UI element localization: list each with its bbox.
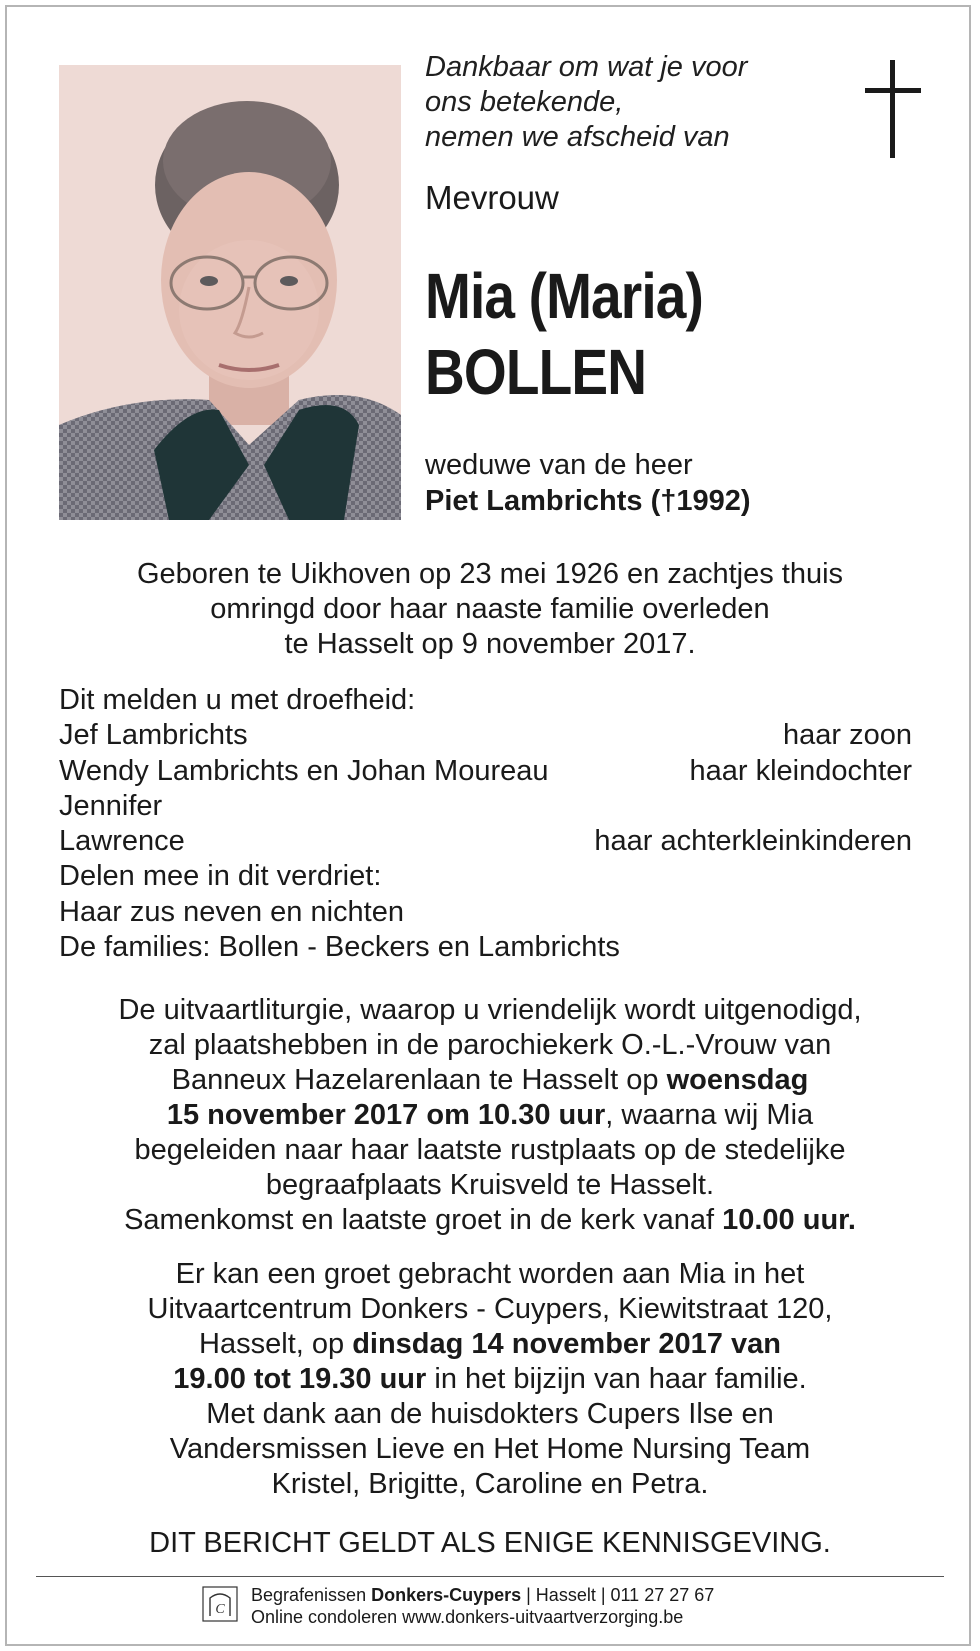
notices-heading-text: Dit melden u met droefheid: (59, 684, 416, 716)
portrait-illustration (59, 65, 401, 520)
paragraph-line (40, 1203, 940, 1238)
paragraph-line: Kristel, Brigitte, Caroline en Petra. (271, 1468, 709, 1500)
paragraph-line: Vandersmissen Lieve en Het Home Nursing Team (169, 1433, 811, 1465)
birth-death-paragraph (40, 557, 940, 662)
share-heading (59, 859, 912, 894)
paragraph-line (40, 1063, 940, 1098)
cross-icon (863, 60, 923, 160)
funeral-day: woensdag (666, 1064, 809, 1096)
paragraph-line: Er kan een groet gebracht worden aan Mia in het (175, 1258, 805, 1290)
share-line (59, 895, 912, 930)
closing-text: DIT BERICHT GELDT ALS ENIGE KENNISGEVING. (149, 1527, 831, 1559)
family-name: Jennifer (59, 789, 163, 822)
family-name: Lawrence (59, 825, 185, 858)
footer-divider (36, 1576, 944, 1577)
footer-info (251, 1584, 714, 1628)
paragraph-line: te Hasselt op 9 november 2017. (284, 628, 696, 660)
funeral-date-time: 15 november 2017 om 10.30 uur (166, 1099, 606, 1131)
family-row (59, 824, 912, 859)
paragraph-line: De uitvaartliturgie, waarop u vriendelijk wordt uitgenodigd, (118, 994, 862, 1026)
paragraph-line: zal plaatshebben in de parochiekerk O.-L.-Vrouw van (148, 1029, 832, 1061)
visitation-time: 19.00 tot 19.30 uur (173, 1363, 427, 1395)
intro-text (425, 50, 747, 155)
family-relation: haar kleindochter (689, 754, 912, 787)
visitation-date: dinsdag 14 november 2017 van (352, 1328, 781, 1360)
paragraph-line (40, 1327, 940, 1362)
spouse-name: Piet Lambrichts (†1992) (425, 485, 751, 517)
svg-text:C: C (215, 1602, 225, 1617)
line-text: , waarna wij Mia (605, 1099, 814, 1131)
family-row (59, 718, 912, 753)
gathering-time: 10.00 uur. (722, 1204, 856, 1236)
first-name: Mia (Maria) (425, 260, 704, 332)
paragraph-line: begeleiden naar haar laatste rustplaats op de stedelijke (134, 1134, 846, 1166)
line-text: Hasselt, op (199, 1328, 353, 1360)
line-text: in het bijzijn van haar familie. (426, 1363, 807, 1395)
notices-heading (59, 683, 912, 718)
closing-statement (40, 1526, 940, 1561)
family-name: Jef Lambrichts (59, 719, 248, 752)
share-line-text: Haar zus neven en nichten (59, 895, 404, 928)
intro-line: Dankbaar om wat je voor (425, 51, 748, 83)
family-notices (59, 683, 912, 965)
footer-line-2[interactable]: Online condoleren www.donkers-uitvaartverzorging.be (251, 1607, 684, 1627)
funeral-paragraph (40, 993, 940, 1238)
family-row (59, 789, 912, 824)
paragraph-line: Geboren te Uikhoven op 23 mei 1926 en zachtjes thuis (136, 558, 844, 590)
footer-company: Donkers-Cuypers (371, 1585, 522, 1605)
line-text: Banneux Hazelarenlaan te Hasselt op (171, 1064, 667, 1096)
family-relation: haar zoon (783, 719, 912, 752)
deceased-name (425, 258, 703, 410)
share-line-text: De families: Bollen - Beckers en Lambrichts (59, 931, 620, 964)
intro-line: ons betekende, (425, 86, 624, 118)
share-heading-text: Delen mee in dit verdriet: (59, 860, 382, 893)
widow-label: weduwe van de heer (425, 449, 693, 481)
family-row (59, 754, 912, 789)
portrait-photo (59, 65, 401, 520)
line-text: Samenkomst en laatste groet in de kerk vanaf (124, 1204, 723, 1236)
visitation-paragraph (40, 1257, 940, 1502)
paragraph-line: Uitvaartcentrum Donkers - Cuypers, Kiewitstraat 120, (147, 1293, 833, 1325)
footer-line-1 (251, 1584, 714, 1606)
paragraph-line: Met dank aan de huisdokters Cupers Ilse en (206, 1398, 774, 1430)
family-relation: haar achterkleinkinderen (594, 825, 912, 858)
family-name: Wendy Lambrichts en Johan Moureau (59, 754, 549, 787)
paragraph-line: omringd door haar naaste familie overleden (210, 593, 770, 625)
funeral-home-logo-icon (202, 1586, 238, 1622)
last-name: BOLLEN (425, 336, 647, 408)
share-line (59, 930, 912, 965)
intro-line: nemen we afscheid van (425, 121, 730, 153)
footer-suffix: | Hasselt | 011 27 27 67 (521, 1585, 715, 1605)
footer-prefix: Begrafenissen (251, 1585, 372, 1605)
paragraph-line (40, 1098, 940, 1133)
honorific: Mevrouw (425, 179, 559, 216)
paragraph-line (40, 1362, 940, 1397)
paragraph-line: begraafplaats Kruisveld te Hasselt. (265, 1169, 715, 1201)
